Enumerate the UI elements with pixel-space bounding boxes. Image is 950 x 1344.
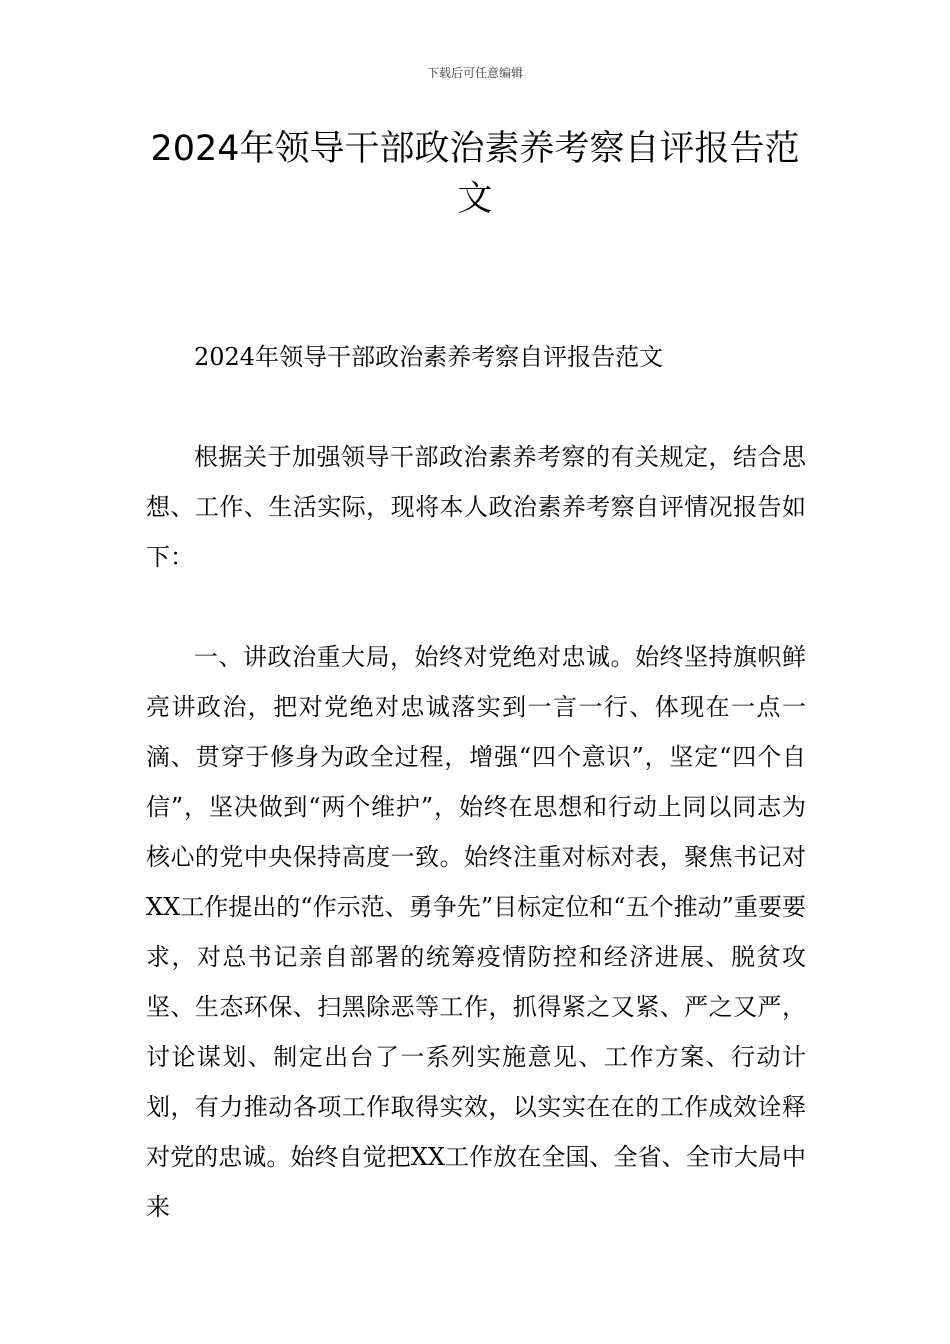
document-body <box>146 332 806 1232</box>
paragraph-section-one: 一、讲政治重大局，始终对党绝对忠诚。始终坚持旗帜鲜亮讲政治，把对党绝对忠诚落实到一言一行、体现在一点一滴、贯穿于修身为政全过程，增强“四个意识”，坚定“四个自信”，坚决做到“两个维护”，始终在思想和行动上同以同志为核心的党中央保持高度一致。始终注重对标对表，聚焦书记对XX工作提出的“作示范、勇争先”目标定位和“五个推动”重要要求，对总书记亲自部署的统筹疫情防控和经济进展、脱贫攻坚、生态环保、扫黑除恶等工作，抓得紧之又紧、严之又严，讨论谋划、制定出台了一系列实施意见、工作方案、行动计划，有力推动各项工作取得实效，以实实在在的工作成效诠释对党的忠诚。始终自觉把XX工作放在全国、全省、全市大局中来 <box>146 643 806 1221</box>
header-note: 下载后可任意编辑 <box>426 66 523 80</box>
paragraph-intro: 根据关于加强领导干部政治素养考察的有关规定，结合思想、工作、生活实际，现将本人政治素养考察自评情况报告如下： <box>146 443 806 571</box>
document-subtitle: 2024年领导干部政治素养考察自评报告范文 <box>194 343 664 371</box>
document-title: 2024年领导干部政治素养考察自评报告范文 <box>150 129 800 219</box>
